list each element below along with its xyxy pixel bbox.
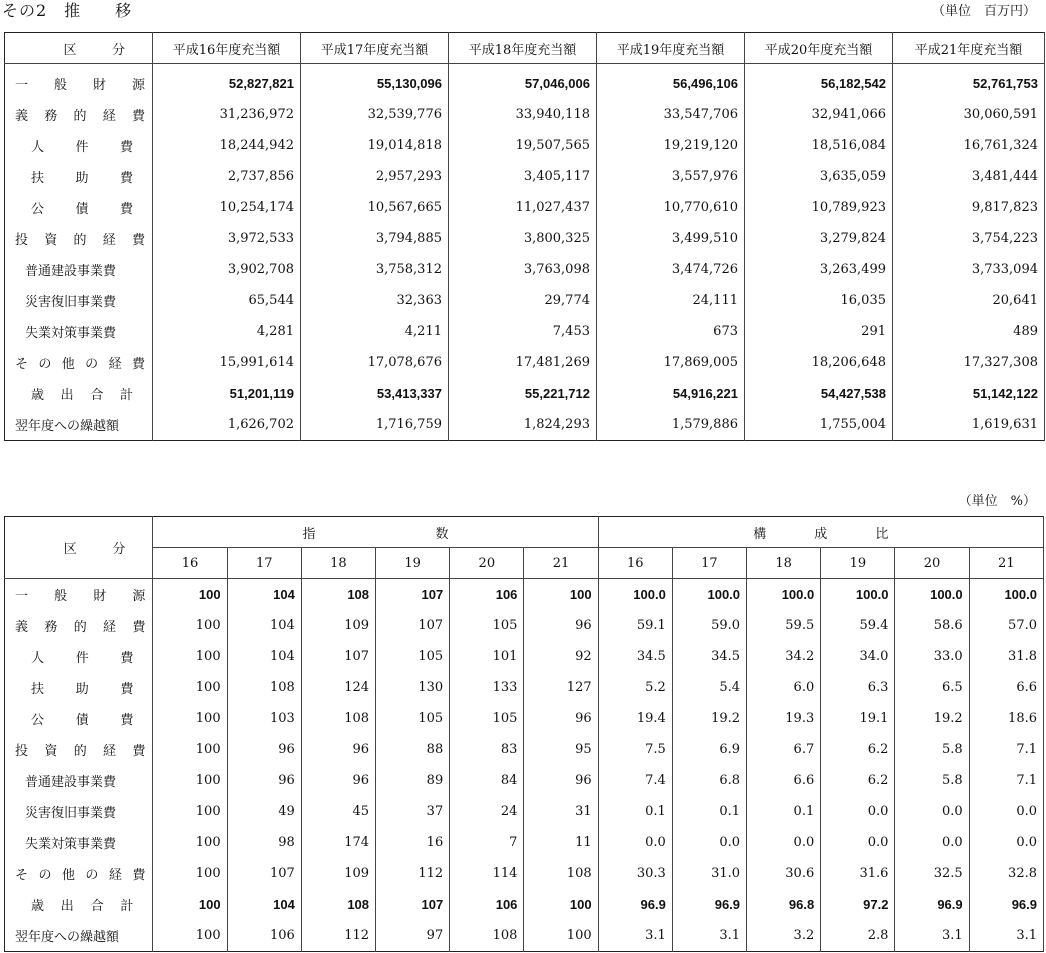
index-cell: 103 — [227, 703, 301, 734]
amount-cell: 32,363 — [301, 285, 449, 316]
table-row — [5, 610, 1044, 641]
ratio-cell: 19.4 — [598, 703, 672, 734]
amount-cell: 3,635,059 — [745, 161, 893, 192]
ratio-cell: 3.1 — [598, 920, 672, 952]
table-row — [5, 254, 1045, 285]
expenditure-amount-table — [4, 32, 1045, 441]
row-label: 公 債 費 — [5, 192, 153, 223]
ratio-cell: 5.8 — [895, 765, 969, 796]
ratio-cell: 0.1 — [747, 796, 821, 827]
amount-cell: 4,281 — [153, 316, 301, 347]
amount-cell: 52,827,821 — [153, 64, 301, 100]
index-cell: 100 — [153, 641, 227, 672]
index-cell: 96 — [301, 765, 375, 796]
index-cell: 16 — [376, 827, 450, 858]
row-label: 公 債 費 — [5, 703, 153, 734]
amount-cell: 3,902,708 — [153, 254, 301, 285]
table-row — [5, 920, 1044, 952]
row-label: 歳 出 合 計 — [5, 378, 153, 409]
index-cell: 7 — [450, 827, 524, 858]
year-header: 16 — [598, 548, 672, 579]
year-header: 18 — [747, 548, 821, 579]
amount-cell: 55,130,096 — [301, 64, 449, 100]
row-label: 普通建設事業費 — [5, 765, 153, 796]
amount-cell: 3,557,976 — [597, 161, 745, 192]
amount-cell: 24,111 — [597, 285, 745, 316]
index-cell: 108 — [524, 858, 598, 889]
row-label: そ の 他 の 経 費 — [5, 347, 153, 378]
index-cell: 100 — [153, 920, 227, 952]
ratio-cell: 59.0 — [672, 610, 746, 641]
ratio-cell: 19.2 — [672, 703, 746, 734]
amount-cell: 17,869,005 — [597, 347, 745, 378]
index-cell: 107 — [376, 610, 450, 641]
amount-cell: 2,737,856 — [153, 161, 301, 192]
amount-cell: 33,547,706 — [597, 99, 745, 130]
year-header: 19 — [376, 548, 450, 579]
index-cell: 104 — [227, 579, 301, 611]
ratio-cell: 31.8 — [969, 641, 1043, 672]
ratio-cell: 59.5 — [747, 610, 821, 641]
table-row — [5, 223, 1045, 254]
index-cell: 108 — [301, 579, 375, 611]
year-header: 17 — [227, 548, 301, 579]
table-row — [5, 378, 1045, 409]
ratio-cell: 0.0 — [821, 827, 895, 858]
amount-cell: 29,774 — [449, 285, 597, 316]
amount-cell: 3,794,885 — [301, 223, 449, 254]
index-cell: 37 — [376, 796, 450, 827]
unit-note-top: （単位 百万円） — [931, 4, 1036, 19]
amount-cell: 20,641 — [893, 285, 1045, 316]
index-cell: 174 — [301, 827, 375, 858]
index-ratio-table — [4, 516, 1044, 952]
table-row — [5, 409, 1045, 441]
amount-cell: 54,916,221 — [597, 378, 745, 409]
table-row — [5, 285, 1045, 316]
index-cell: 104 — [227, 889, 301, 920]
ratio-cell: 0.0 — [895, 827, 969, 858]
ratio-cell: 33.0 — [895, 641, 969, 672]
ratio-cell: 6.0 — [747, 672, 821, 703]
amount-cell: 10,789,923 — [745, 192, 893, 223]
ratio-cell: 19.2 — [895, 703, 969, 734]
table-row — [5, 64, 1045, 100]
column-header: 平成19年度充当額 — [597, 33, 745, 64]
index-cell: 96 — [227, 734, 301, 765]
ratio-cell: 34.5 — [598, 641, 672, 672]
column-header: 平成18年度充当額 — [449, 33, 597, 64]
row-label: 義 務 的 経 費 — [5, 99, 153, 130]
table-row — [5, 316, 1045, 347]
ratio-cell: 7.5 — [598, 734, 672, 765]
ratio-cell: 6.6 — [747, 765, 821, 796]
amount-cell: 3,499,510 — [597, 223, 745, 254]
column-header: 平成16年度充当額 — [153, 33, 301, 64]
table2-header-row-2 — [5, 548, 1044, 579]
index-cell: 130 — [376, 672, 450, 703]
ratio-cell: 19.3 — [747, 703, 821, 734]
ratio-cell: 6.2 — [821, 734, 895, 765]
index-cell: 100 — [524, 579, 598, 611]
amount-cell: 15,991,614 — [153, 347, 301, 378]
table-row — [5, 99, 1045, 130]
ratio-cell: 6.6 — [969, 672, 1043, 703]
ratio-cell: 57.0 — [969, 610, 1043, 641]
table-row — [5, 703, 1044, 734]
ratio-cell: 31.6 — [821, 858, 895, 889]
index-cell: 105 — [450, 703, 524, 734]
row-label: 人 件 費 — [5, 641, 153, 672]
ratio-cell: 7.4 — [598, 765, 672, 796]
year-header: 20 — [895, 548, 969, 579]
amount-cell: 16,035 — [745, 285, 893, 316]
table-row — [5, 734, 1044, 765]
index-cell: 133 — [450, 672, 524, 703]
ratio-cell: 0.0 — [598, 827, 672, 858]
index-cell: 112 — [376, 858, 450, 889]
year-header: 20 — [450, 548, 524, 579]
ratio-cell: 30.6 — [747, 858, 821, 889]
amount-cell: 3,972,533 — [153, 223, 301, 254]
index-cell: 100 — [153, 734, 227, 765]
ratio-cell: 31.0 — [672, 858, 746, 889]
index-cell: 107 — [301, 641, 375, 672]
ratio-cell: 96.9 — [895, 889, 969, 920]
row-label: 投 資 的 経 費 — [5, 223, 153, 254]
amount-cell: 2,957,293 — [301, 161, 449, 192]
index-cell: 100 — [524, 889, 598, 920]
ratio-cell: 100.0 — [895, 579, 969, 611]
index-cell: 100 — [153, 703, 227, 734]
index-cell: 98 — [227, 827, 301, 858]
amount-cell: 3,733,094 — [893, 254, 1045, 285]
ratio-cell: 2.8 — [821, 920, 895, 952]
year-header: 17 — [672, 548, 746, 579]
amount-cell: 7,453 — [449, 316, 597, 347]
row-label: 失業対策事業費 — [5, 316, 153, 347]
amount-cell: 18,206,648 — [745, 347, 893, 378]
ratio-cell: 97.2 — [821, 889, 895, 920]
amount-cell: 57,046,006 — [449, 64, 597, 100]
ratio-cell: 0.1 — [672, 796, 746, 827]
index-cell: 92 — [524, 641, 598, 672]
ratio-cell: 6.2 — [821, 765, 895, 796]
index-cell: 84 — [450, 765, 524, 796]
index-cell: 96 — [227, 765, 301, 796]
amount-cell: 10,770,610 — [597, 192, 745, 223]
column-header: 平成21年度充当額 — [893, 33, 1045, 64]
column-header: 平成17年度充当額 — [301, 33, 449, 64]
table-row — [5, 161, 1045, 192]
amount-cell: 17,078,676 — [301, 347, 449, 378]
amount-cell: 16,761,324 — [893, 130, 1045, 161]
table-row — [5, 641, 1044, 672]
amount-cell: 489 — [893, 316, 1045, 347]
index-cell: 31 — [524, 796, 598, 827]
ratio-cell: 34.2 — [747, 641, 821, 672]
amount-cell: 3,279,824 — [745, 223, 893, 254]
ratio-cell: 32.8 — [969, 858, 1043, 889]
amount-cell: 17,327,308 — [893, 347, 1045, 378]
amount-cell: 3,405,117 — [449, 161, 597, 192]
table-row — [5, 672, 1044, 703]
unit-note-bottom: （単位 %） — [958, 494, 1036, 509]
index-cell: 108 — [450, 920, 524, 952]
year-header: 18 — [301, 548, 375, 579]
index-cell: 45 — [301, 796, 375, 827]
index-cell: 105 — [376, 703, 450, 734]
amount-cell: 17,481,269 — [449, 347, 597, 378]
ratio-cell: 0.0 — [821, 796, 895, 827]
index-cell: 96 — [524, 703, 598, 734]
index-cell: 108 — [301, 703, 375, 734]
amount-cell: 291 — [745, 316, 893, 347]
index-cell: 107 — [227, 858, 301, 889]
ratio-cell: 0.0 — [895, 796, 969, 827]
table-row — [5, 579, 1044, 611]
index-cell: 100 — [153, 579, 227, 611]
index-cell: 96 — [524, 610, 598, 641]
amount-cell: 33,940,118 — [449, 99, 597, 130]
amount-cell: 3,758,312 — [301, 254, 449, 285]
amount-cell: 3,754,223 — [893, 223, 1045, 254]
index-cell: 105 — [376, 641, 450, 672]
ratio-cell: 7.1 — [969, 734, 1043, 765]
ratio-cell: 6.5 — [895, 672, 969, 703]
index-cell: 100 — [153, 858, 227, 889]
ratio-cell: 0.1 — [598, 796, 672, 827]
year-header: 21 — [524, 548, 598, 579]
table-row — [5, 765, 1044, 796]
row-label: 扶 助 費 — [5, 672, 153, 703]
table-row — [5, 858, 1044, 889]
row-label: 災害復旧事業費 — [5, 285, 153, 316]
amount-cell: 32,941,066 — [745, 99, 893, 130]
index-cell: 109 — [301, 610, 375, 641]
amount-cell: 673 — [597, 316, 745, 347]
ratio-cell: 3.2 — [747, 920, 821, 952]
table-row — [5, 796, 1044, 827]
table-row — [5, 347, 1045, 378]
ratio-cell: 3.1 — [672, 920, 746, 952]
amount-cell: 52,761,753 — [893, 64, 1045, 100]
ratio-cell: 6.9 — [672, 734, 746, 765]
section-heading: その2 推 移 — [2, 1, 133, 20]
ratio-cell: 100.0 — [969, 579, 1043, 611]
index-cell: 49 — [227, 796, 301, 827]
amount-cell: 56,182,542 — [745, 64, 893, 100]
table-row — [5, 827, 1044, 858]
ratio-cell: 100.0 — [672, 579, 746, 611]
index-cell: 100 — [153, 889, 227, 920]
amount-cell: 18,244,942 — [153, 130, 301, 161]
row-label: 普通建設事業費 — [5, 254, 153, 285]
year-header: 19 — [821, 548, 895, 579]
index-cell: 124 — [301, 672, 375, 703]
amount-cell: 1,579,886 — [597, 409, 745, 441]
ratio-cell: 32.5 — [895, 858, 969, 889]
row-label: 人 件 費 — [5, 130, 153, 161]
ratio-cell: 59.4 — [821, 610, 895, 641]
ratio-cell: 30.3 — [598, 858, 672, 889]
ratio-cell: 3.1 — [895, 920, 969, 952]
ratio-cell: 0.0 — [969, 827, 1043, 858]
index-cell: 108 — [301, 889, 375, 920]
row-label: 一 般 財 源 — [5, 579, 153, 611]
amount-cell: 18,516,084 — [745, 130, 893, 161]
amount-cell: 3,800,325 — [449, 223, 597, 254]
ratio-group-header: 構 成 比 — [598, 517, 1043, 548]
ratio-cell: 96.9 — [672, 889, 746, 920]
ratio-cell: 0.0 — [747, 827, 821, 858]
amount-cell: 65,544 — [153, 285, 301, 316]
index-cell: 106 — [450, 889, 524, 920]
ratio-cell: 5.4 — [672, 672, 746, 703]
amount-cell: 56,496,106 — [597, 64, 745, 100]
row-label: そ の 他 の 経 費 — [5, 858, 153, 889]
index-cell: 88 — [376, 734, 450, 765]
index-cell: 100 — [153, 610, 227, 641]
index-cell: 96 — [301, 734, 375, 765]
row-label: 災害復旧事業費 — [5, 796, 153, 827]
index-cell: 104 — [227, 610, 301, 641]
amount-cell: 30,060,591 — [893, 99, 1045, 130]
year-header: 21 — [969, 548, 1043, 579]
index-cell: 100 — [153, 672, 227, 703]
index-cell: 127 — [524, 672, 598, 703]
ratio-cell: 58.6 — [895, 610, 969, 641]
index-cell: 106 — [227, 920, 301, 952]
index-cell: 100 — [153, 796, 227, 827]
index-cell: 100 — [524, 920, 598, 952]
ratio-cell: 34.5 — [672, 641, 746, 672]
ratio-cell: 7.1 — [969, 765, 1043, 796]
ratio-cell: 96.9 — [598, 889, 672, 920]
ratio-cell: 19.1 — [821, 703, 895, 734]
amount-cell: 4,211 — [301, 316, 449, 347]
row-label: 翌年度への繰越額 — [5, 920, 153, 952]
row-label: 扶 助 費 — [5, 161, 153, 192]
ratio-cell: 0.0 — [969, 796, 1043, 827]
ratio-cell: 6.3 — [821, 672, 895, 703]
amount-cell: 54,427,538 — [745, 378, 893, 409]
index-cell: 24 — [450, 796, 524, 827]
column-header: 平成20年度充当額 — [745, 33, 893, 64]
index-cell: 108 — [227, 672, 301, 703]
kubun-header: 区 分 — [5, 33, 153, 64]
index-cell: 112 — [301, 920, 375, 952]
amount-cell: 1,716,759 — [301, 409, 449, 441]
table1-header-row — [5, 33, 1045, 64]
amount-cell: 51,201,119 — [153, 378, 301, 409]
index-cell: 95 — [524, 734, 598, 765]
amount-cell: 3,481,444 — [893, 161, 1045, 192]
index-cell: 89 — [376, 765, 450, 796]
ratio-cell: 3.1 — [969, 920, 1043, 952]
index-group-header: 指 数 — [153, 517, 598, 548]
ratio-cell: 59.1 — [598, 610, 672, 641]
index-cell: 96 — [524, 765, 598, 796]
index-cell: 109 — [301, 858, 375, 889]
ratio-cell: 96.9 — [969, 889, 1043, 920]
ratio-cell: 96.8 — [747, 889, 821, 920]
amount-cell: 9,817,823 — [893, 192, 1045, 223]
index-cell: 106 — [450, 579, 524, 611]
amount-cell: 53,413,337 — [301, 378, 449, 409]
ratio-cell: 6.8 — [672, 765, 746, 796]
amount-cell: 1,824,293 — [449, 409, 597, 441]
ratio-cell: 100.0 — [747, 579, 821, 611]
row-label: 歳 出 合 計 — [5, 889, 153, 920]
amount-cell: 19,014,818 — [301, 130, 449, 161]
amount-cell: 32,539,776 — [301, 99, 449, 130]
table2-header-row-1 — [5, 517, 1044, 548]
ratio-cell: 5.2 — [598, 672, 672, 703]
ratio-cell: 100.0 — [598, 579, 672, 611]
ratio-cell: 18.6 — [969, 703, 1043, 734]
row-label: 翌年度への繰越額 — [5, 409, 153, 441]
row-label: 義 務 的 経 費 — [5, 610, 153, 641]
ratio-cell: 6.7 — [747, 734, 821, 765]
index-cell: 114 — [450, 858, 524, 889]
index-cell: 104 — [227, 641, 301, 672]
index-cell: 107 — [376, 889, 450, 920]
index-cell: 107 — [376, 579, 450, 611]
amount-cell: 1,619,631 — [893, 409, 1045, 441]
amount-cell: 51,142,122 — [893, 378, 1045, 409]
amount-cell: 10,567,665 — [301, 192, 449, 223]
row-label: 一 般 財 源 — [5, 64, 153, 100]
amount-cell: 1,755,004 — [745, 409, 893, 441]
ratio-cell: 100.0 — [821, 579, 895, 611]
table-row — [5, 130, 1045, 161]
amount-cell: 3,263,499 — [745, 254, 893, 285]
amount-cell: 3,763,098 — [449, 254, 597, 285]
ratio-cell: 34.0 — [821, 641, 895, 672]
amount-cell: 31,236,972 — [153, 99, 301, 130]
index-cell: 83 — [450, 734, 524, 765]
amount-cell: 19,507,565 — [449, 130, 597, 161]
amount-cell: 3,474,726 — [597, 254, 745, 285]
index-cell: 100 — [153, 827, 227, 858]
row-label: 失業対策事業費 — [5, 827, 153, 858]
table-row — [5, 889, 1044, 920]
row-label: 投 資 的 経 費 — [5, 734, 153, 765]
index-cell: 101 — [450, 641, 524, 672]
index-cell: 100 — [153, 765, 227, 796]
amount-cell: 55,221,712 — [449, 378, 597, 409]
ratio-cell: 0.0 — [672, 827, 746, 858]
kubun-header: 区 分 — [5, 517, 153, 579]
index-cell: 11 — [524, 827, 598, 858]
index-cell: 97 — [376, 920, 450, 952]
amount-cell: 11,027,437 — [449, 192, 597, 223]
year-header: 16 — [153, 548, 227, 579]
amount-cell: 19,219,120 — [597, 130, 745, 161]
ratio-cell: 5.8 — [895, 734, 969, 765]
table-row — [5, 192, 1045, 223]
amount-cell: 10,254,174 — [153, 192, 301, 223]
amount-cell: 1,626,702 — [153, 409, 301, 441]
index-cell: 105 — [450, 610, 524, 641]
